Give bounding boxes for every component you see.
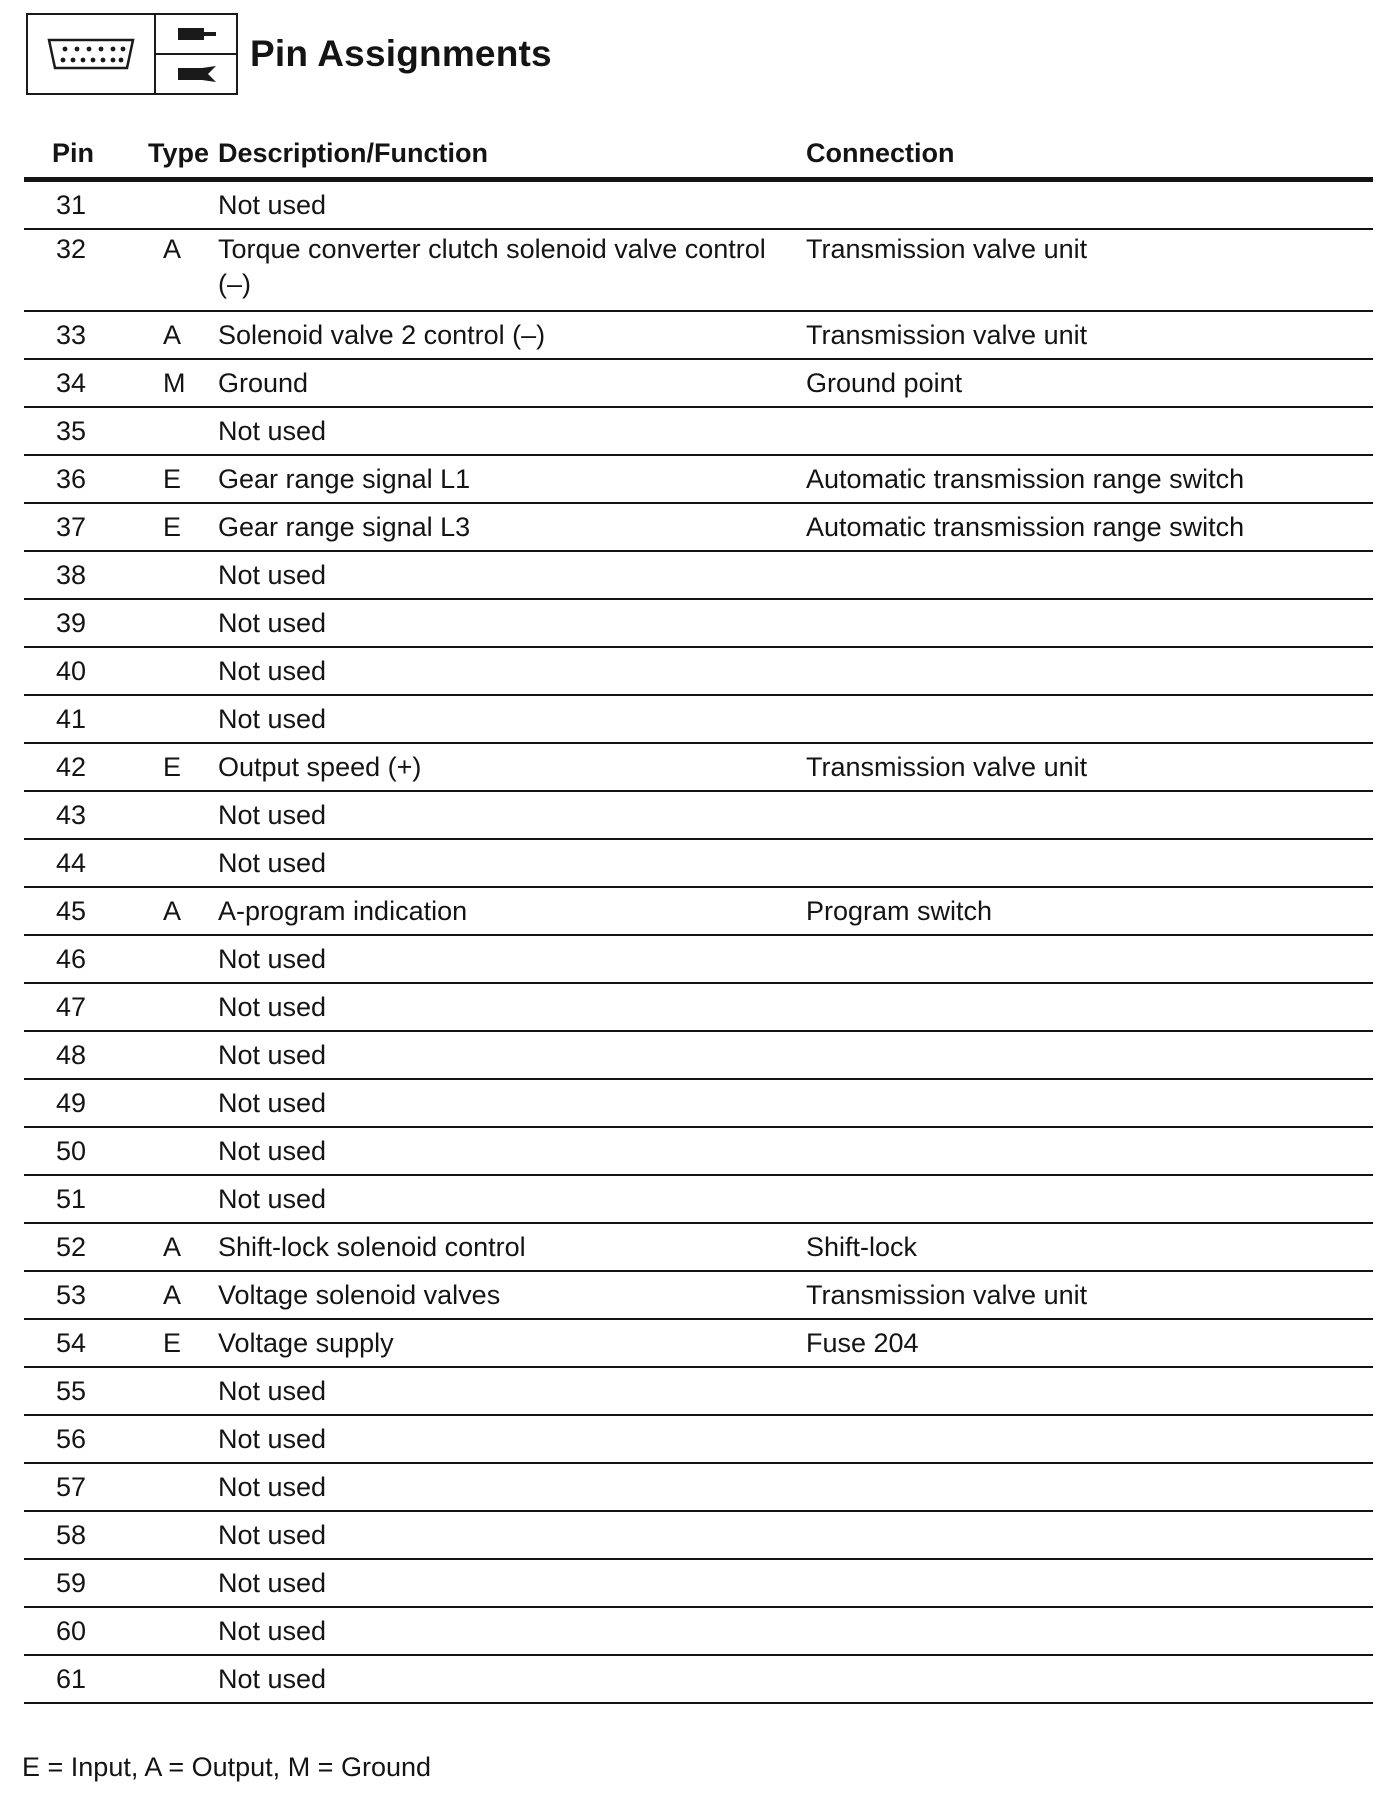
table-row — [24, 1655, 1373, 1703]
pin-type — [122, 791, 216, 839]
table-row — [24, 887, 1373, 935]
pin-type — [122, 1367, 216, 1415]
pin-description: Voltage supply — [216, 1319, 784, 1367]
table-row — [24, 1559, 1373, 1607]
pin-type — [122, 983, 216, 1031]
header-connection: Connection — [784, 132, 1373, 180]
pin-description: Torque converter clutch solenoid valve control (–) — [216, 229, 784, 311]
pin-description: Not used — [216, 1655, 784, 1703]
pin-description: Not used — [216, 983, 784, 1031]
pin-number: 42 — [24, 743, 122, 791]
pin-type — [122, 1655, 216, 1703]
pin-type — [122, 551, 216, 599]
pin-number: 49 — [24, 1079, 122, 1127]
socket-icon — [168, 63, 224, 85]
icon-box — [26, 13, 238, 95]
pin-number: 43 — [24, 791, 122, 839]
connector-icon — [43, 36, 139, 72]
pin-type — [122, 1607, 216, 1655]
header-description: Description/Function — [216, 132, 784, 180]
pin-connection — [784, 1511, 1373, 1559]
tools-cell — [156, 15, 236, 93]
pin-type — [122, 1511, 216, 1559]
pin-connection — [784, 1367, 1373, 1415]
pin-connection — [784, 1127, 1373, 1175]
pin-connection: Fuse 204 — [784, 1319, 1373, 1367]
pin-number: 54 — [24, 1319, 122, 1367]
pin-type — [122, 180, 216, 230]
table-row — [24, 1319, 1373, 1367]
pin-type: A — [122, 1223, 216, 1271]
table-row — [24, 503, 1373, 551]
pin-number: 58 — [24, 1511, 122, 1559]
pin-number: 55 — [24, 1367, 122, 1415]
pin-description: Not used — [216, 1463, 784, 1511]
pin-type — [122, 839, 216, 887]
table-row — [24, 647, 1373, 695]
table-header-row — [24, 132, 1373, 180]
pin-description: Not used — [216, 695, 784, 743]
pin-connection: Transmission valve unit — [784, 311, 1373, 359]
pin-type — [122, 1463, 216, 1511]
pin-number: 31 — [24, 180, 122, 230]
pin-description: Not used — [216, 935, 784, 983]
pin-number: 36 — [24, 455, 122, 503]
pin-connection — [784, 407, 1373, 455]
pin-description: Not used — [216, 1367, 784, 1415]
pin-description: A-program indication — [216, 887, 784, 935]
pin-connection: Transmission valve unit — [784, 1271, 1373, 1319]
socket-half — [156, 55, 236, 93]
pin-description: Solenoid valve 2 control (–) — [216, 311, 784, 359]
table-row — [24, 180, 1373, 230]
pin-description: Not used — [216, 1175, 784, 1223]
table-row — [24, 551, 1373, 599]
header-type: Type — [122, 132, 216, 180]
page-header — [26, 13, 552, 95]
pin-connection — [784, 695, 1373, 743]
table-row — [24, 229, 1373, 311]
pin-type — [122, 599, 216, 647]
pin-number: 37 — [24, 503, 122, 551]
pin-number: 57 — [24, 1463, 122, 1511]
pin-type: E — [122, 743, 216, 791]
table-row — [24, 1223, 1373, 1271]
table-row — [24, 1367, 1373, 1415]
pin-number: 56 — [24, 1415, 122, 1463]
pin-connection — [784, 599, 1373, 647]
pin-number: 41 — [24, 695, 122, 743]
table-row — [24, 407, 1373, 455]
pin-type — [122, 647, 216, 695]
pin-description: Shift-lock solenoid control — [216, 1223, 784, 1271]
pin-description: Not used — [216, 1415, 784, 1463]
table-row — [24, 455, 1373, 503]
pin-number: 32 — [24, 229, 122, 311]
table-row — [24, 1607, 1373, 1655]
pin-number: 52 — [24, 1223, 122, 1271]
table-row — [24, 1415, 1373, 1463]
pin-type: A — [122, 229, 216, 311]
pin-type: E — [122, 503, 216, 551]
pin-type: A — [122, 1271, 216, 1319]
pin-number: 60 — [24, 1607, 122, 1655]
pin-connection: Shift-lock — [784, 1223, 1373, 1271]
pin-type: A — [122, 887, 216, 935]
pin-connection — [784, 1079, 1373, 1127]
table-row — [24, 1511, 1373, 1559]
pin-description: Not used — [216, 180, 784, 230]
pin-connection: Program switch — [784, 887, 1373, 935]
pin-connection — [784, 1559, 1373, 1607]
pin-type — [122, 1415, 216, 1463]
table-row — [24, 1271, 1373, 1319]
pin-table — [24, 132, 1373, 1704]
pin-number: 40 — [24, 647, 122, 695]
pin-connection — [784, 1463, 1373, 1511]
pin-number: 33 — [24, 311, 122, 359]
table-row — [24, 983, 1373, 1031]
pin-connection: Automatic transmission range switch — [784, 503, 1373, 551]
table-row — [24, 935, 1373, 983]
pin-description: Not used — [216, 599, 784, 647]
header-pin: Pin — [24, 132, 122, 180]
connector-cell — [28, 15, 156, 93]
plug-icon — [168, 23, 224, 45]
pin-description: Not used — [216, 839, 784, 887]
pin-connection: Ground point — [784, 359, 1373, 407]
pin-number: 34 — [24, 359, 122, 407]
pin-type — [122, 407, 216, 455]
table-row — [24, 743, 1373, 791]
table-row — [24, 359, 1373, 407]
pin-connection — [784, 1655, 1373, 1703]
table-row — [24, 1079, 1373, 1127]
pin-description: Not used — [216, 1079, 784, 1127]
pin-number: 59 — [24, 1559, 122, 1607]
plug-half — [156, 15, 236, 55]
pin-description: Not used — [216, 1127, 784, 1175]
pin-type: E — [122, 1319, 216, 1367]
table-row — [24, 839, 1373, 887]
table-row — [24, 1127, 1373, 1175]
pin-type — [122, 1031, 216, 1079]
pin-connection — [784, 1415, 1373, 1463]
pin-number: 51 — [24, 1175, 122, 1223]
pin-connection — [784, 983, 1373, 1031]
page-title: Pin Assignments — [250, 33, 552, 74]
table-row — [24, 1463, 1373, 1511]
pin-connection: Automatic transmission range switch — [784, 455, 1373, 503]
pin-connection — [784, 647, 1373, 695]
pin-type — [122, 1127, 216, 1175]
pin-number: 35 — [24, 407, 122, 455]
pin-number: 39 — [24, 599, 122, 647]
pin-connection — [784, 551, 1373, 599]
pin-description: Not used — [216, 1607, 784, 1655]
pin-description: Gear range signal L1 — [216, 455, 784, 503]
pin-number: 46 — [24, 935, 122, 983]
pin-description: Gear range signal L3 — [216, 503, 784, 551]
pin-description: Not used — [216, 407, 784, 455]
pin-connection — [784, 935, 1373, 983]
table-row — [24, 695, 1373, 743]
table-row — [24, 1031, 1373, 1079]
pin-type: E — [122, 455, 216, 503]
pin-type: M — [122, 359, 216, 407]
pin-connection: Transmission valve unit — [784, 743, 1373, 791]
pin-connection — [784, 1175, 1373, 1223]
pin-description: Output speed (+) — [216, 743, 784, 791]
pin-connection — [784, 791, 1373, 839]
pin-type — [122, 935, 216, 983]
type-legend: E = Input, A = Output, M = Ground — [22, 1752, 432, 1782]
pin-description: Not used — [216, 647, 784, 695]
pin-type — [122, 695, 216, 743]
table-row — [24, 311, 1373, 359]
pin-connection — [784, 1031, 1373, 1079]
table-row — [24, 791, 1373, 839]
pin-number: 38 — [24, 551, 122, 599]
pin-number: 53 — [24, 1271, 122, 1319]
pin-description: Not used — [216, 1559, 784, 1607]
pin-connection — [784, 1607, 1373, 1655]
pin-number: 50 — [24, 1127, 122, 1175]
pin-number: 61 — [24, 1655, 122, 1703]
pin-description: Not used — [216, 1031, 784, 1079]
pin-description: Not used — [216, 791, 784, 839]
pin-type — [122, 1559, 216, 1607]
pin-description: Ground — [216, 359, 784, 407]
pin-description: Not used — [216, 551, 784, 599]
table-row — [24, 1175, 1373, 1223]
pin-description: Voltage solenoid valves — [216, 1271, 784, 1319]
pin-number: 44 — [24, 839, 122, 887]
table-row — [24, 599, 1373, 647]
pin-type — [122, 1079, 216, 1127]
pin-number: 48 — [24, 1031, 122, 1079]
pin-connection — [784, 839, 1373, 887]
pin-number: 45 — [24, 887, 122, 935]
pin-number: 47 — [24, 983, 122, 1031]
pin-connection — [784, 180, 1373, 230]
pin-type — [122, 1175, 216, 1223]
pin-connection: Transmission valve unit — [784, 229, 1373, 311]
pin-type: A — [122, 311, 216, 359]
pin-description: Not used — [216, 1511, 784, 1559]
